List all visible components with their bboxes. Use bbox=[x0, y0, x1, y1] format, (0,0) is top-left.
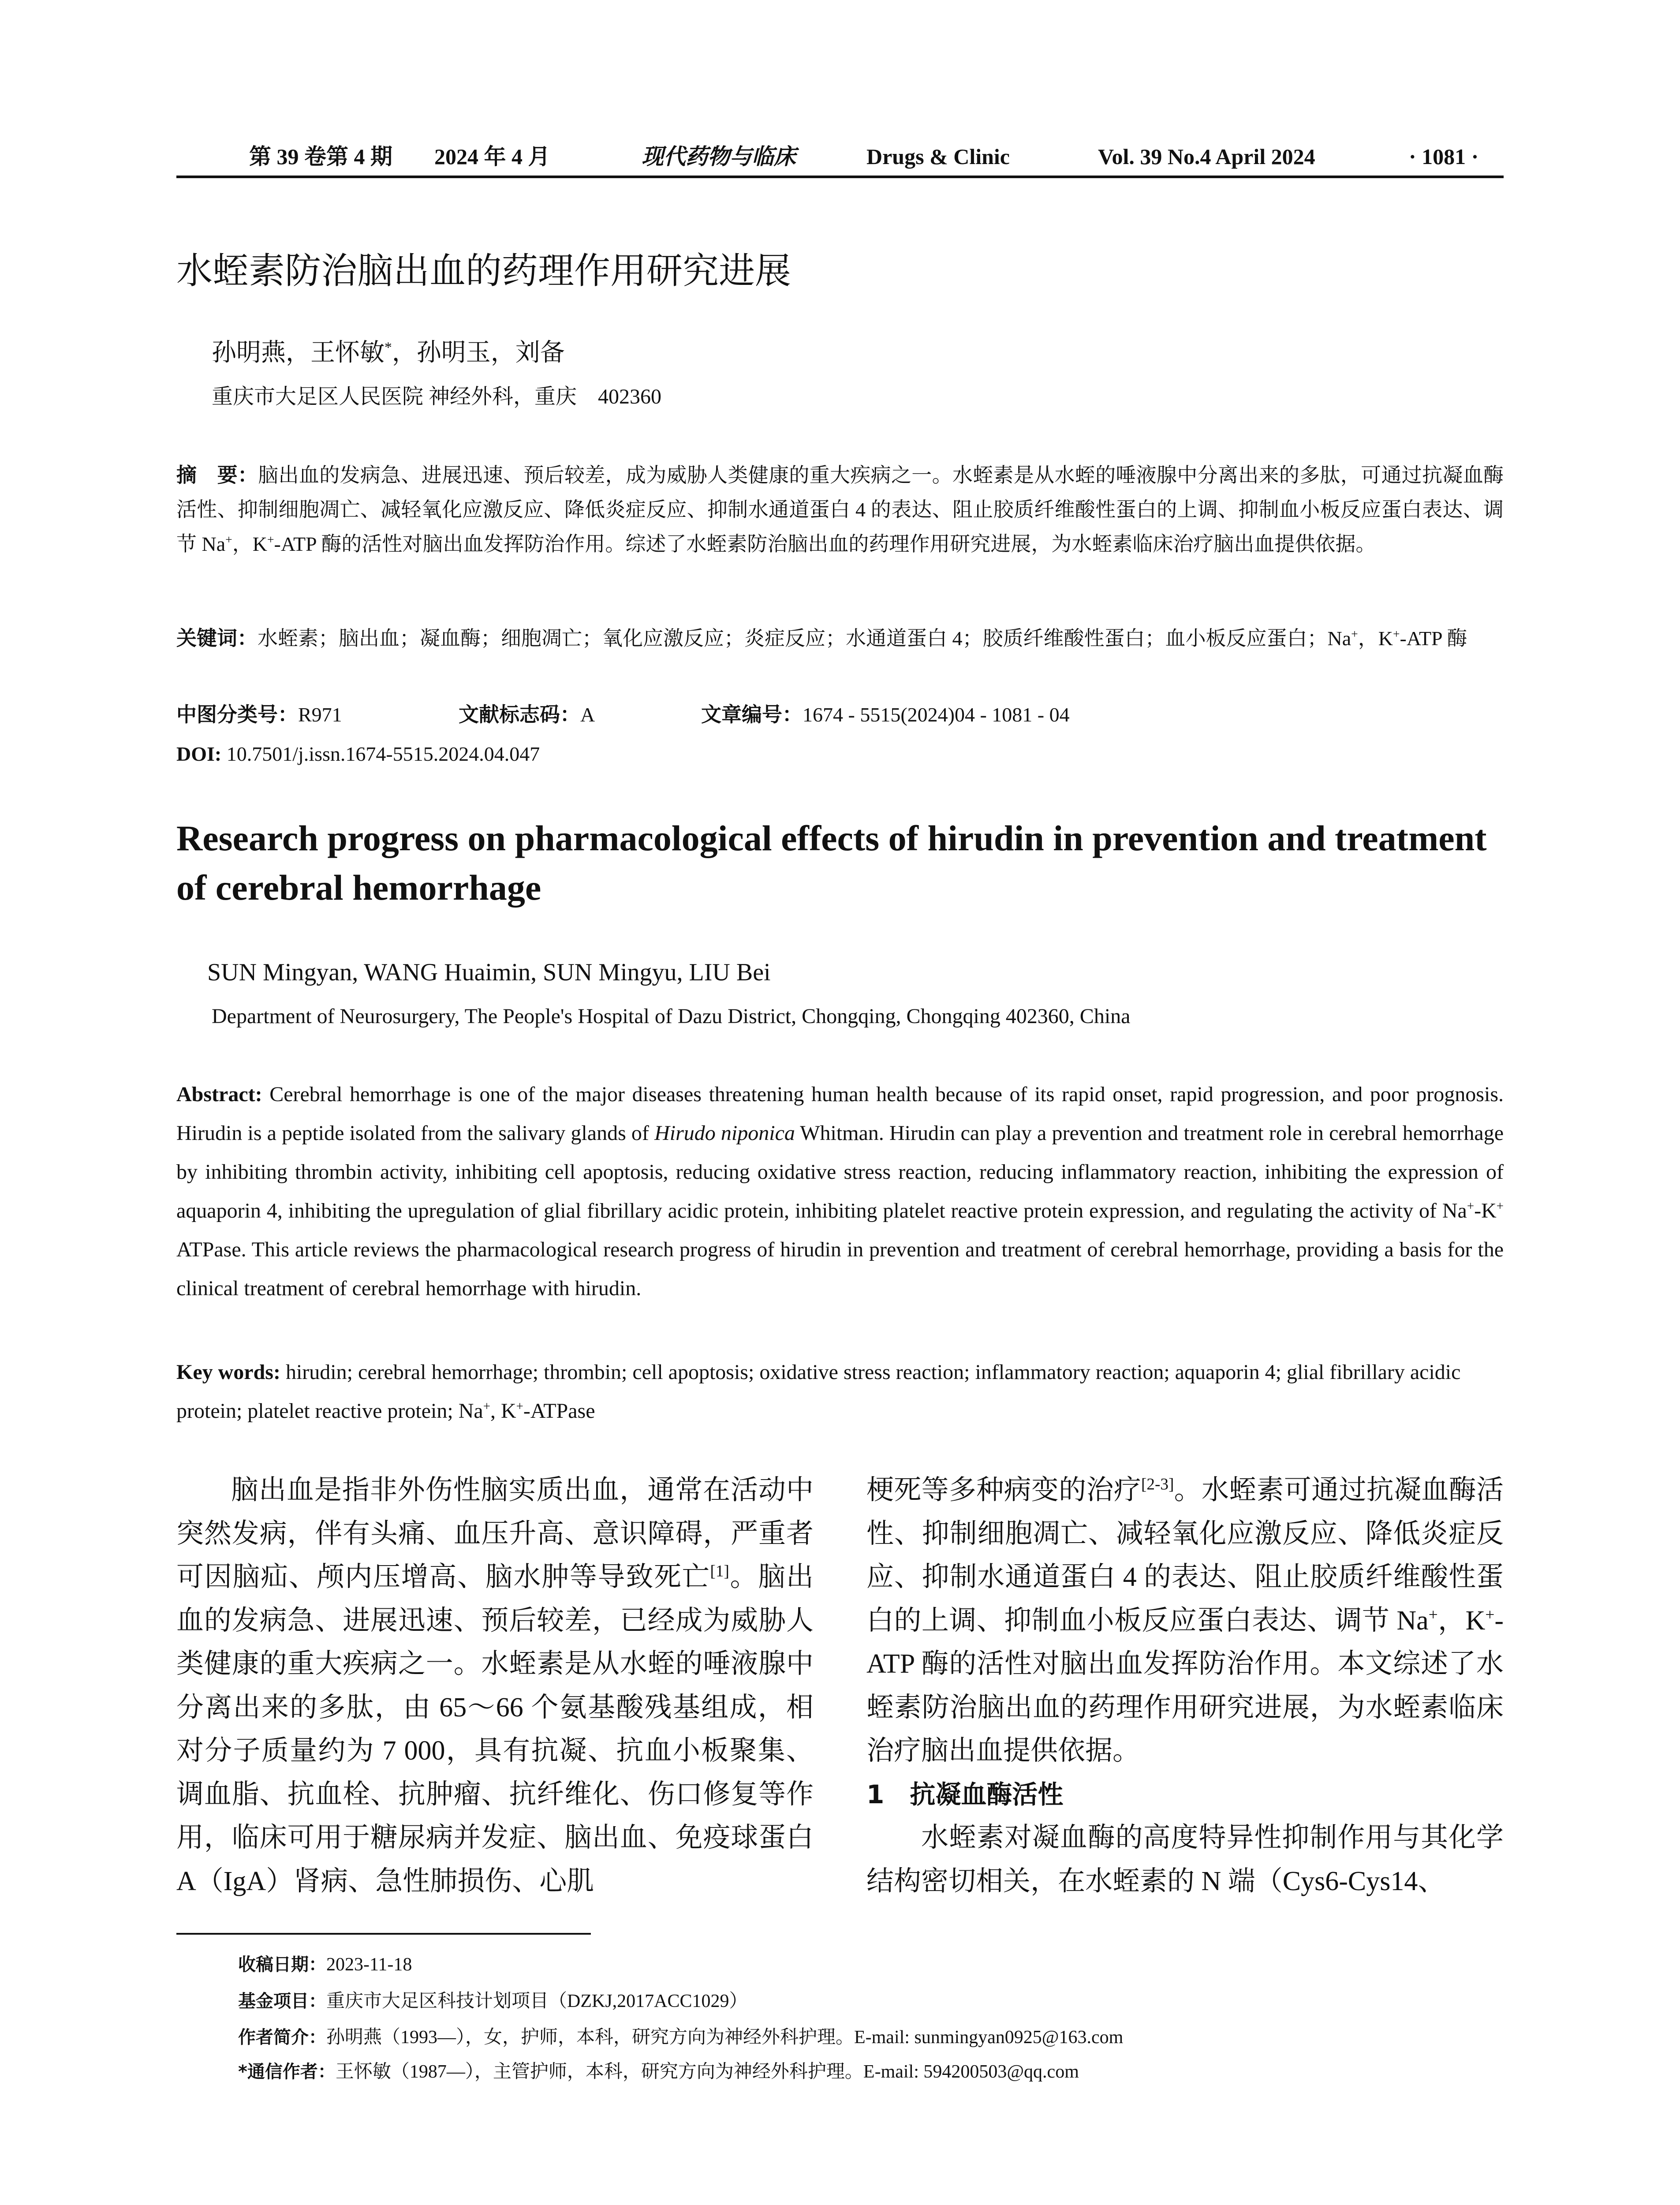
cn-keywords-text: ，K bbox=[1358, 627, 1393, 650]
body-paragraph: 水蛭素对凝血酶的高度特异性抑制作用与其化学结构密切相关，在水蛭素的 N 端（Cys6-Cys14、 bbox=[866, 1823, 1504, 1896]
footnote-corresponding bbox=[238, 2059, 1079, 2085]
cn-keywords-label: 关键词： bbox=[176, 626, 258, 650]
header-volume-en: Vol. 39 No.4 April 2024 bbox=[1098, 144, 1315, 169]
body-text: -ATP 酶的活性对脑出血发挥防治作用。本文综述了水蛭素防治脑出血的药理作用研究进展，为水蛭素临床治疗脑出血提供依据。 bbox=[866, 1605, 1504, 1766]
footnote-author-value: 孙明燕（1993—），女，护师，本科，研究方向为神经外科护理。E-mail: sunmingyan0925@163.com bbox=[326, 2027, 1124, 2048]
sup-plus: + bbox=[1393, 627, 1400, 641]
body-text: 。水蛭素可通过抗凝血酶活性、抑制细胞凋亡、减轻氧化应激反应、降低炎症反应、抑制水通道蛋白 4 的表达、阻止胶质纤维酸性蛋白的上调、抑制血小板反应蛋白表达、调节 Na bbox=[866, 1475, 1504, 1636]
en-title: Research progress on pharmacological effects of hirudin in prevention and treatment of cerebral hemorrhage bbox=[176, 818, 1487, 908]
en-abstract-species: Hirudo niponica bbox=[654, 1121, 795, 1145]
footnote-received-label: 收稿日期： bbox=[238, 1955, 326, 1975]
cn-keywords-text: 水蛭素；脑出血；凝血酶；细胞凋亡；氧化应激反应；炎症反应；水通道蛋白 4；胶质纤维酸性蛋白；血小板反应蛋白；Na bbox=[258, 627, 1351, 650]
cn-authors-first: 孙明燕，王怀敏 bbox=[212, 339, 385, 366]
footnote-received-value: 2023-11-18 bbox=[326, 1955, 412, 1975]
sup-plus: + bbox=[516, 1399, 523, 1413]
doi-line bbox=[176, 739, 540, 770]
corresponding-mark: * bbox=[385, 339, 392, 356]
body-right-column bbox=[866, 1469, 1504, 1903]
footnote-corresponding-label: *通信作者： bbox=[238, 2062, 336, 2082]
citation-ref[interactable]: [2-3] bbox=[1141, 1475, 1174, 1494]
en-abstract-text: ATPase. This article reviews the pharmacological research progress of hirudin in prevention and treatment of cerebral hemorrhage, providing a basis for the clinical treatment of cerebral hemorrhage with hirudin. bbox=[176, 1238, 1504, 1300]
header-journal-en: Drugs & Clinic bbox=[866, 144, 1010, 169]
doi-label: DOI: bbox=[176, 743, 222, 765]
article-number bbox=[701, 699, 1070, 730]
en-affiliation: Department of Neurosurgery, The People's Hospital of Dazu District, Chongqing, Chongqing 402360, China bbox=[212, 1005, 1131, 1028]
cn-affiliation: 重庆市大足区人民医院 神经外科，重庆 402360 bbox=[212, 385, 662, 408]
body-left-column bbox=[176, 1469, 814, 1903]
body-paragraph bbox=[176, 1469, 814, 1903]
article-number-label: 文章编号： bbox=[701, 703, 803, 726]
cn-keywords bbox=[176, 621, 1504, 656]
clc-number bbox=[176, 699, 342, 730]
footnote-corresponding-value: 王怀敏（1987—），主管护师，本科，研究方向为神经外科护理。E-mail: 594200503@qq.com bbox=[335, 2062, 1079, 2082]
footnote-fund-value: 重庆市大足区科技计划项目（DZKJ,2017ACC1029） bbox=[326, 1991, 748, 2011]
article-number-value: 1674 - 5515(2024)04 - 1081 - 04 bbox=[803, 703, 1070, 726]
doi-value[interactable]: 10.7501/j.issn.1674-5515.2024.04.047 bbox=[221, 743, 540, 765]
header-volume-cn: 第 39 卷第 4 期 bbox=[249, 144, 392, 169]
footnote-received bbox=[238, 1951, 412, 1978]
cn-abstract-label: 摘 要： bbox=[176, 463, 258, 487]
body-text: 脑出血是指非外伤性脑实质出血，通常在活动中突然发病，伴有头痛、血压升高、意识障碍，严重者可因脑疝、颅内压增高、脑水肿等导致死亡 bbox=[176, 1475, 814, 1592]
header-journal-cn: 现代药物与临床 bbox=[642, 143, 796, 169]
cn-abstract-text: ，K bbox=[232, 533, 267, 555]
cn-authors-rest: ，孙明玉，刘备 bbox=[392, 339, 565, 366]
sup-plus: + bbox=[483, 1399, 490, 1413]
cn-abstract-text: -ATP 酶的活性对脑出血发挥防治作用。综述了水蛭素防治脑出血的药理作用研究进展，为水蛭素临床治疗脑出血提供依据。 bbox=[274, 533, 1376, 555]
en-abstract-text: Whitman. Hirudin can play a prevention and treatment role in cerebral hemorrhage by inhibiting thrombin activity, inhibiting cell apoptosis, reducing oxidative stress reaction, reducing inflammatory reaction, inhibiting the expression of aquaporin 4, inhibiting the upregulation of glial fibrillary acidic protein, inhibiting platelet reactive protein expression, and regulating the activity of Na bbox=[176, 1121, 1504, 1222]
en-authors: SUN Mingyan, WANG Huaimin, SUN Mingyu, LIU Bei bbox=[207, 959, 771, 986]
sup-plus: + bbox=[1485, 1605, 1495, 1624]
section-heading: 1 抗凝血酶活性 bbox=[866, 1779, 1064, 1809]
sup-plus: + bbox=[1351, 627, 1358, 641]
sup-plus: + bbox=[267, 532, 274, 546]
footnote-rule bbox=[176, 1933, 591, 1935]
footnote-author-label: 作者简介： bbox=[238, 2027, 326, 2048]
document-code-label: 文献标志码： bbox=[459, 703, 580, 726]
citation-ref[interactable]: [1] bbox=[710, 1562, 729, 1581]
en-keywords-label: Key words: bbox=[176, 1360, 280, 1384]
footnote-fund-label: 基金项目： bbox=[238, 1991, 326, 2011]
en-keywords-text: -ATPase bbox=[523, 1399, 595, 1423]
en-keywords-text: , K bbox=[490, 1399, 516, 1423]
document-code-value: A bbox=[580, 703, 595, 726]
sup-plus: + bbox=[1496, 1199, 1504, 1213]
sup-plus: + bbox=[225, 532, 232, 546]
body-paragraph bbox=[866, 1469, 1504, 1773]
clc-label: 中图分类号： bbox=[176, 703, 298, 726]
document-code bbox=[459, 699, 595, 730]
en-abstract-label: Abstract: bbox=[176, 1083, 262, 1106]
cn-authors bbox=[212, 337, 565, 368]
body-text: 梗死等多种病变的治疗 bbox=[866, 1475, 1142, 1505]
header-page-number: · 1081 · bbox=[1409, 144, 1479, 169]
body-text: 。脑出血的发病急、进展迅速、预后较差，已经成为威胁人类健康的重大疾病之一。水蛭素是从水蛭的唾液腺中分离出来的多肽，由 65～66 个氨基酸残基组成，相对分子质量约为 7 000，具有抗凝、抗血小板聚集、调血脂、抗血栓、抗肿瘤、抗纤维化、伤口修复等作用，临床可用于糖尿病并发症、脑出血、免疫球蛋白 A（IgA）肾病、急性肺损伤、心肌 bbox=[176, 1562, 814, 1896]
cn-keywords-text: -ATP 酶 bbox=[1400, 627, 1467, 650]
sup-plus: + bbox=[1428, 1605, 1438, 1624]
cn-abstract-text: 脑出血的发病急、进展迅速、预后较差，成为威胁人类健康的重大疾病之一。水蛭素是从水蛭的唾液腺中分离出来的多肽，可通过抗凝血酶活性、抑制细胞凋亡、减轻氧化应激反应、降低炎症反应、抑制水通道蛋白 4 的表达、阻止胶质纤维酸性蛋白的上调、抑制血小板反应蛋白表达、调节 Na bbox=[176, 464, 1504, 555]
en-keywords-text: hirudin; cerebral hemorrhage; thrombin; cell apoptosis; oxidative stress reaction; inflammatory reaction; aquaporin 4; glial fibrillary acidic protein; platelet reactive protein; Na bbox=[176, 1360, 1461, 1423]
footnote-author bbox=[238, 2024, 1123, 2051]
cn-title: 水蛭素防治脑出血的药理作用研究进展 bbox=[176, 250, 791, 292]
en-abstract-text: -K bbox=[1474, 1199, 1497, 1222]
clc-value: R971 bbox=[298, 703, 342, 726]
footnote-fund bbox=[238, 1988, 748, 2014]
cn-abstract bbox=[176, 458, 1504, 561]
sup-plus: + bbox=[1467, 1199, 1475, 1213]
header-date-cn: 2024 年 4 月 bbox=[434, 144, 550, 169]
body-text: ，K bbox=[1437, 1605, 1486, 1636]
en-keywords bbox=[176, 1353, 1504, 1431]
header-rule bbox=[176, 176, 1504, 178]
en-abstract bbox=[176, 1075, 1504, 1308]
en-abstract-text: Cerebral hemorrhage is one of the major diseases threatening human health because of its rapid onset, rapid progression, and poor prognosis. Hirudin is a peptide isolated from the salivary glands of bbox=[176, 1083, 1504, 1145]
